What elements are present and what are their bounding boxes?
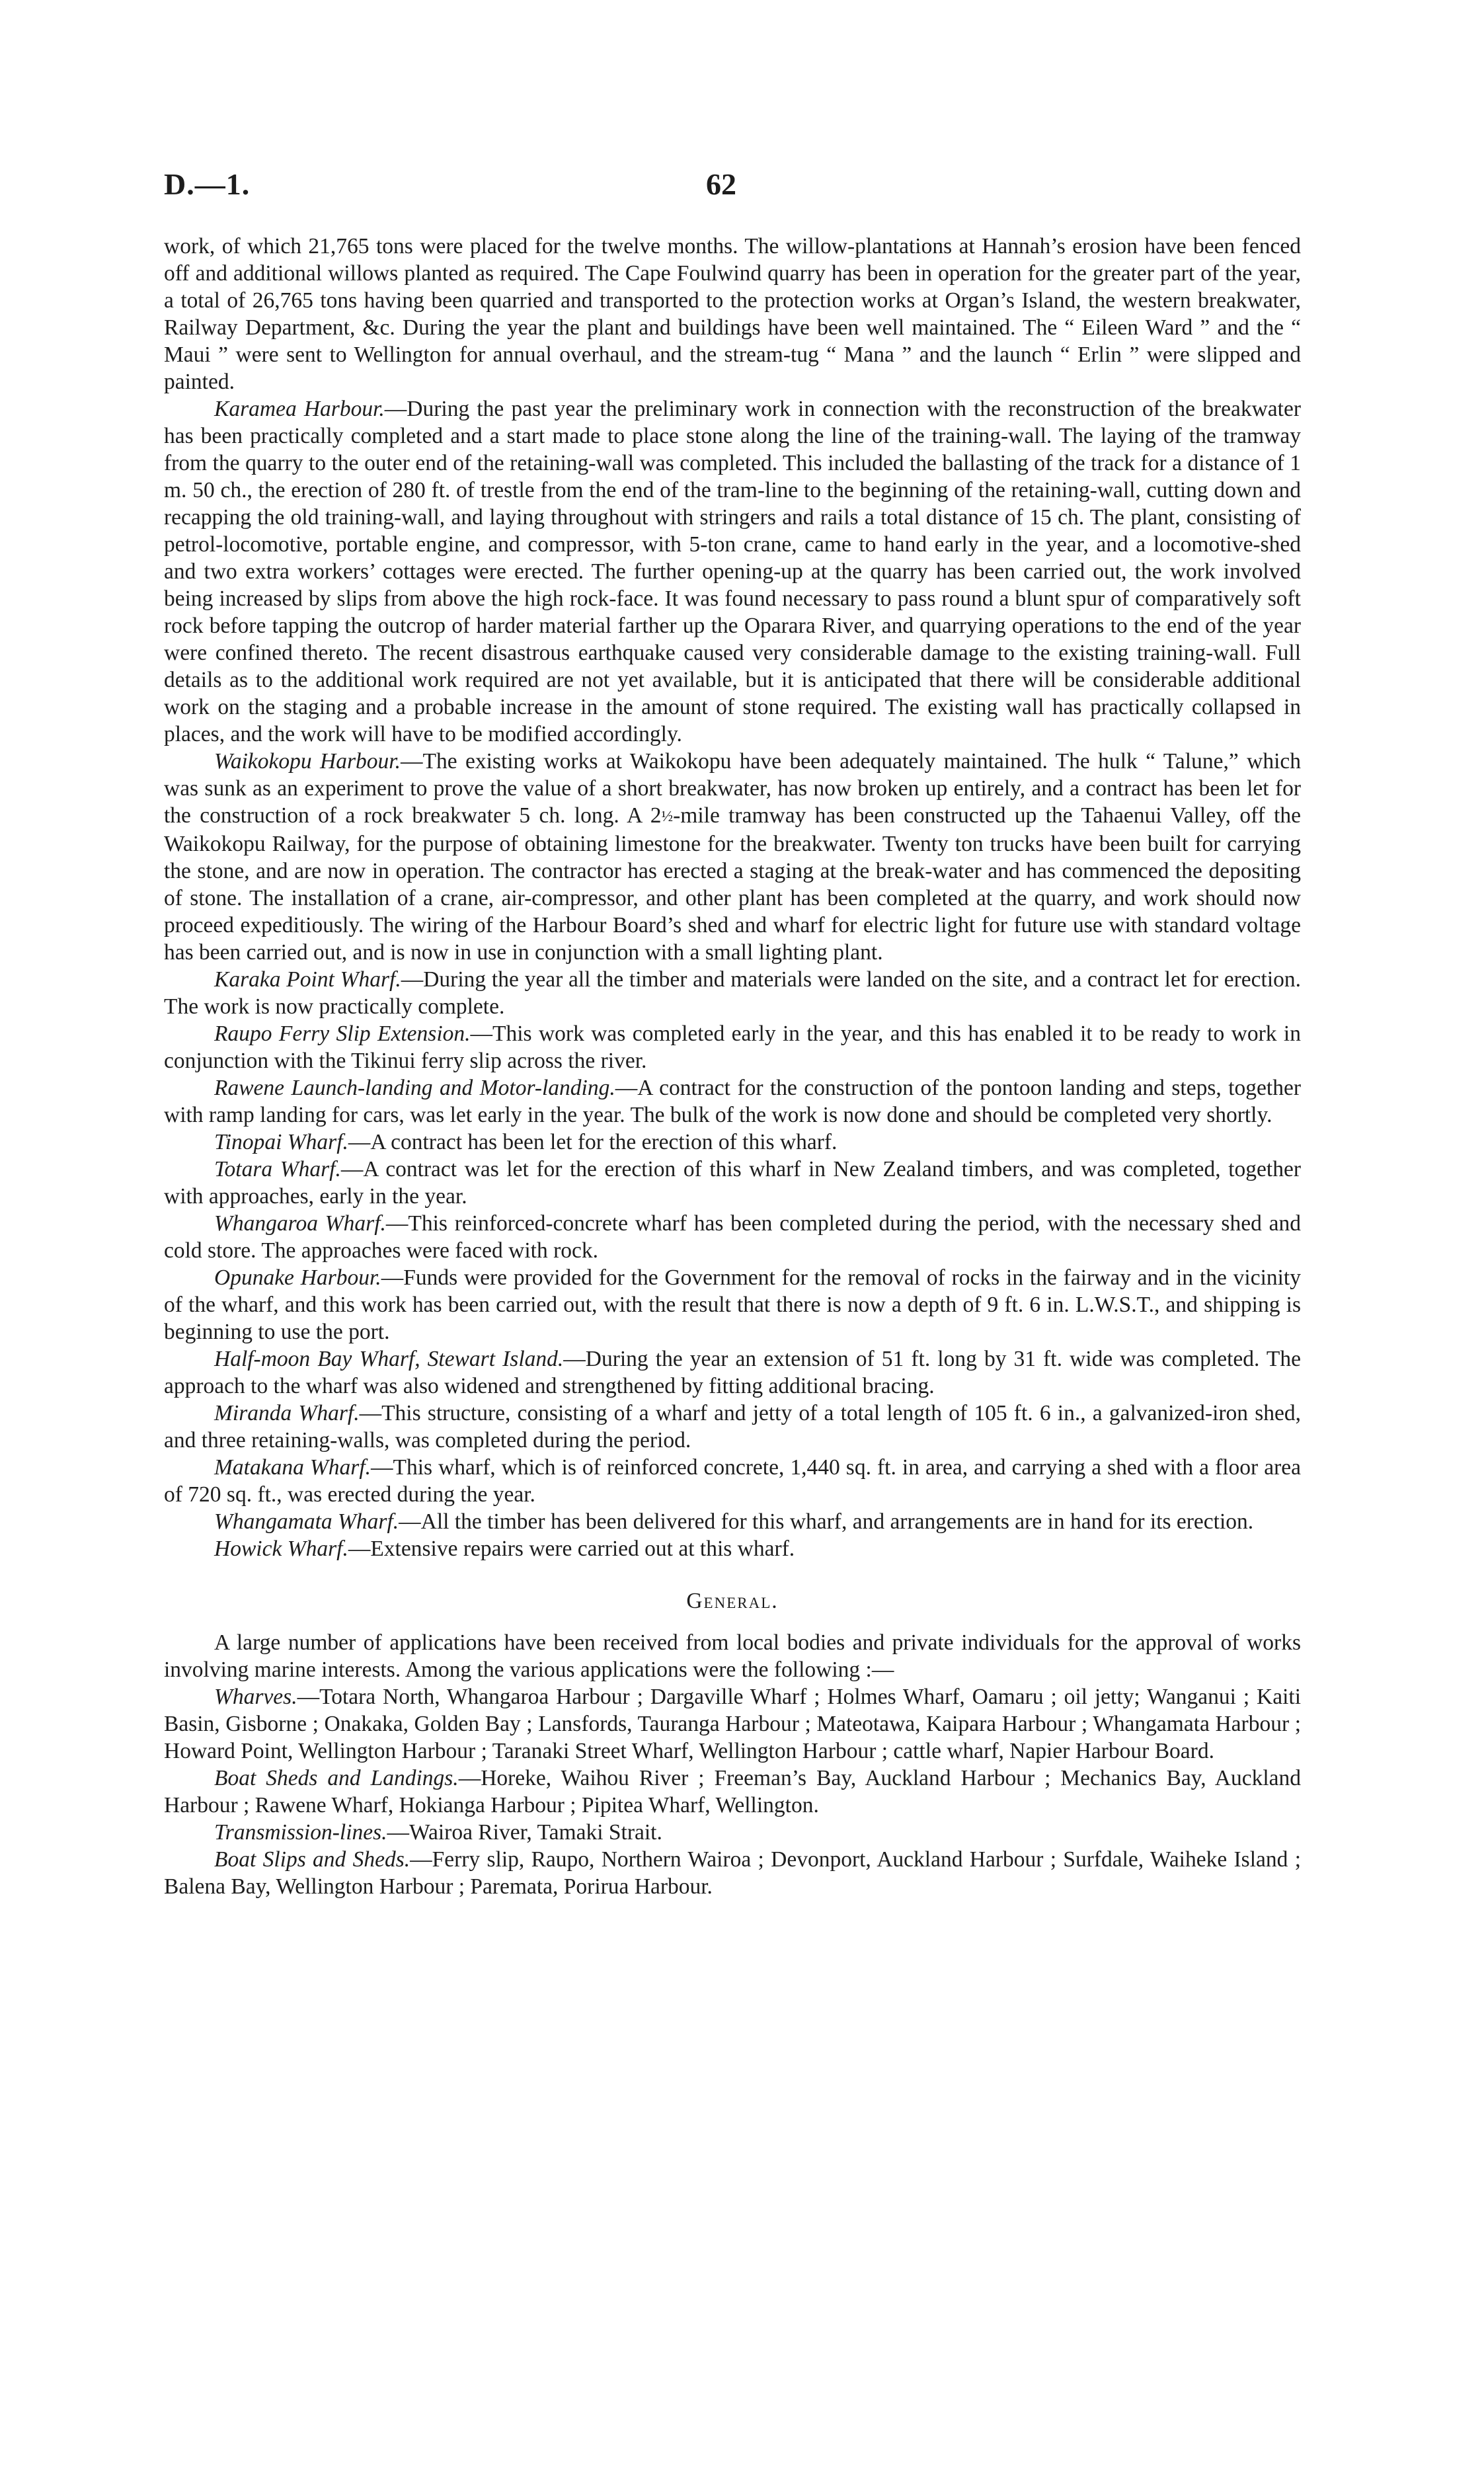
paragraph-text: -mile tramway has been constructed up the Tahaenui Valley, off the Waikokopu Railway, for the purpose of obtaining limestone for the breakwater. Twenty ton trucks have been built for carrying the stone, and are now in operation. The contractor has erected a staging at the break-water and has commenced the depositing of stone. The installation of a crane, air-compressor, and other plant has been completed at the quarry, and work should now proceed expeditiously. The wiring of the Harbour Board’s shed and wharf for electric light for future use with standard voltage has been carried out, and is now in use in conjunction with a small lighting plant. bbox=[164, 803, 1301, 965]
paragraph-text: —This structure, consisting of a wharf and jetty of a total length of 105 ft. 6 in., a galvanized-iron shed, and three retaining-walls, was completed during the period. bbox=[164, 1401, 1302, 1453]
subheading: Boat Slips and Sheds. bbox=[214, 1847, 410, 1872]
subheading: Matakana Wharf. bbox=[214, 1455, 371, 1480]
paragraph-text: —This work was completed early in the year, and this has enabled it to be ready to work in conjunction with the Tikinui ferry slip across the river. bbox=[164, 1021, 1301, 1073]
paragraph-text: —Extensive repairs were carried out at this wharf. bbox=[348, 1537, 795, 1561]
document-reference: D.—1. bbox=[164, 167, 251, 201]
subheading: Opunake Harbour. bbox=[214, 1265, 381, 1290]
paragraph-howick-wharf bbox=[164, 1535, 1301, 1562]
paragraph-miranda-wharf bbox=[164, 1400, 1301, 1454]
subheading: Karaka Point Wharf. bbox=[214, 967, 401, 992]
paragraph-totara-wharf bbox=[164, 1156, 1301, 1210]
paragraph-text: —A contract has been let for the erection of this wharf. bbox=[348, 1130, 838, 1154]
paragraph-general-intro: A large number of applications have been received from local bodies and private individuals for the approval of works involving marine interests. Among the various applications were the following :— bbox=[164, 1630, 1301, 1682]
paragraph-rawene-landing bbox=[164, 1074, 1301, 1129]
fraction: ½ bbox=[661, 808, 674, 825]
subheading: Tinopai Wharf. bbox=[214, 1130, 348, 1154]
body-text bbox=[164, 233, 1301, 1900]
paragraph-text: —Totara North, Whangaroa Harbour ; Dargaville Wharf ; Holmes Wharf, Oamaru ; oil jetty; Wanganui ; Kaiti Basin, Gisborne ; Onakaka, Golden Bay ; Lansfords, Tauranga Harbour ; Mateotawa, Kaipara Harbour ; Whangamata Harbour ; Howard Point, Wellington Harbour ; Taranaki Street Wharf, Wellington Harbour ; cattle wharf, Napier Harbour Board. bbox=[164, 1685, 1301, 1763]
subheading: Waikokopu Harbour. bbox=[214, 749, 401, 774]
paragraph-karamea-harbour bbox=[164, 395, 1301, 748]
paragraph-text: —Ferry slip, Raupo, Northern Wairoa ; Devonport, Auckland Harbour ; Surfdale, Waiheke Island ; Balena Bay, Wellington Harbour ; Paremata, Porirua Harbour. bbox=[164, 1847, 1302, 1899]
list-boat-sheds-and-landings bbox=[164, 1765, 1301, 1819]
paragraph-text: —Horeke, Waihou River ; Freeman’s Bay, Auckland Harbour ; Mechanics Bay, Auckland Harbour ; Rawene Wharf, Hokianga Harbour ; Pipitea Wharf, Wellington. bbox=[164, 1766, 1301, 1817]
paragraph-whangamata-wharf bbox=[164, 1508, 1301, 1535]
list-transmission-lines bbox=[164, 1819, 1301, 1846]
subheading: Raupo Ferry Slip Extension. bbox=[214, 1021, 471, 1046]
subheading: Howick Wharf. bbox=[214, 1537, 348, 1561]
subheading: Rawene Launch-landing and Motor-landing. bbox=[214, 1076, 615, 1100]
subheading: Wharves. bbox=[214, 1685, 297, 1709]
paragraph-text: —This reinforced-concrete wharf has been completed during the period, with the necessary shed and cold store. The approaches were faced with rock. bbox=[164, 1211, 1302, 1263]
list-boat-slips-and-sheds bbox=[164, 1846, 1301, 1900]
paragraph-tinopai-wharf bbox=[164, 1129, 1301, 1156]
subheading: Whangaroa Wharf. bbox=[214, 1211, 386, 1236]
subheading: Half-moon Bay Wharf, Stewart Island. bbox=[214, 1347, 564, 1371]
paragraph-waikokopu-harbour bbox=[164, 748, 1301, 966]
list-wharves bbox=[164, 1683, 1301, 1765]
subheading: Totara Wharf. bbox=[214, 1157, 341, 1181]
paragraph-text: —A contract for the construction of the pontoon landing and steps, together with ramp landing for cars, was let early in the year. The bulk of the work is now done and should be completed very shortly. bbox=[164, 1076, 1302, 1127]
paragraph-whangaroa-wharf bbox=[164, 1210, 1301, 1264]
paragraph-continuation: work, of which 21,765 tons were placed for the twelve months. The willow-plantations at Hannah’s erosion have been fenced off and additional willows planted as required. The Cape Foulwind quarry has been in operation for the greater part of the year, a total of 26,765 tons having been quarried and transported to the protection works at Organ’s Island, the western breakwater, Railway Department, &c. During the year the plant and buildings have been well maintained. The “ Eileen Ward ” and the “ Maui ” were sent to Wellington for annual overhaul, and the stream-tug “ Mana ” and the launch “ Erlin ” were slipped and painted. bbox=[164, 234, 1301, 394]
paragraph-raupo-ferry-slip bbox=[164, 1020, 1301, 1074]
paragraph-text: —During the year an extension of 51 ft. long by 31 ft. wide was completed. The approach to the wharf was also widened and strengthened by fitting additional bracing. bbox=[164, 1347, 1301, 1398]
subheading: Boat Sheds and Landings. bbox=[214, 1766, 459, 1790]
paragraph-text: —During the year all the timber and materials were landed on the site, and a contract let for erection. The work is now practically complete. bbox=[164, 967, 1301, 1019]
paragraph-opunake-harbour bbox=[164, 1264, 1301, 1345]
paragraph-text: —This wharf, which is of reinforced concrete, 1,440 sq. ft. in area, and carrying a shed with a floor area of 720 sq. ft., was erected during the year. bbox=[164, 1455, 1301, 1507]
section-heading-general: General. bbox=[686, 1589, 779, 1613]
paragraph-text: —The existing works at Waikokopu have been adequately maintained. The hulk “ Talune,” which was sunk as an experiment to prove the value of a short breakwater, has now broken up entirely, and a contract has been let for the construction of a rock breakwater 5 ch. long. A 2 bbox=[164, 749, 1301, 828]
paragraph-text: —All the timber has been delivered for this wharf, and arrangements are in hand for its erection. bbox=[399, 1509, 1254, 1534]
subheading: Karamea Harbour. bbox=[214, 397, 385, 421]
paragraph-matakana-wharf bbox=[164, 1454, 1301, 1508]
subheading: Transmission-lines. bbox=[214, 1820, 387, 1845]
paragraph-half-moon-bay-wharf bbox=[164, 1345, 1301, 1400]
paragraph-text: —A contract was let for the erection of this wharf in New Zealand timbers, and was completed, together with approaches, early in the year. bbox=[164, 1157, 1301, 1209]
paragraph-text: —Funds were provided for the Government for the removal of rocks in the fairway and in the vicinity of the wharf, and this work has been carried out, with the result that there is now a depth of 9 ft. 6 in. L.W.S.T., and shipping is beginning to use the port. bbox=[164, 1265, 1301, 1344]
page-number: 62 bbox=[706, 167, 736, 201]
paragraph-text: —During the past year the preliminary work in connection with the reconstruction of the breakwater has been practically completed and a start made to place stone along the line of the training-wall. The laying of the tramway from the quarry to the outer end of the retaining-wall was completed. This included the ballasting of the track for a distance of 1 m. 50 ch., the erection of 280 ft. of trestle from the end of the tram-line to the beginning of the retaining-wall, cutting down and recapping the old training-wall, and laying throughout with stringers and rails a total distance of 15 ch. The plant, consisting of petrol-locomotive, portable engine, and compressor, with 5-ton crane, came to hand early in the year, and a locomotive-shed and two extra workers’ cottages were erected. The further opening-up at the quarry has been carried out, the work involved being increased by slips from above the high rock-face. It was found necessary to pass round a blunt spur of comparatively soft rock before tapping the outcrop of harder material farther up the Oparara River, and quarrying operations to the end of the year were confined thereto. The recent disastrous earthquake caused very considerable damage to the existing training-wall. Full details as to the additional work required are not yet available, but it is anticipated that there will be considerable additional work on the staging and a probable increase in the amount of stone required. The existing wall has practically collapsed in places, and the work will have to be modified accordingly. bbox=[164, 397, 1301, 746]
page-header bbox=[164, 167, 1301, 206]
paragraph-karaka-point-wharf bbox=[164, 966, 1301, 1020]
subheading: Whangamata Wharf. bbox=[214, 1509, 399, 1534]
paragraph-text: —Wairoa River, Tamaki Strait. bbox=[387, 1820, 662, 1845]
subheading: Miranda Wharf. bbox=[214, 1401, 360, 1425]
